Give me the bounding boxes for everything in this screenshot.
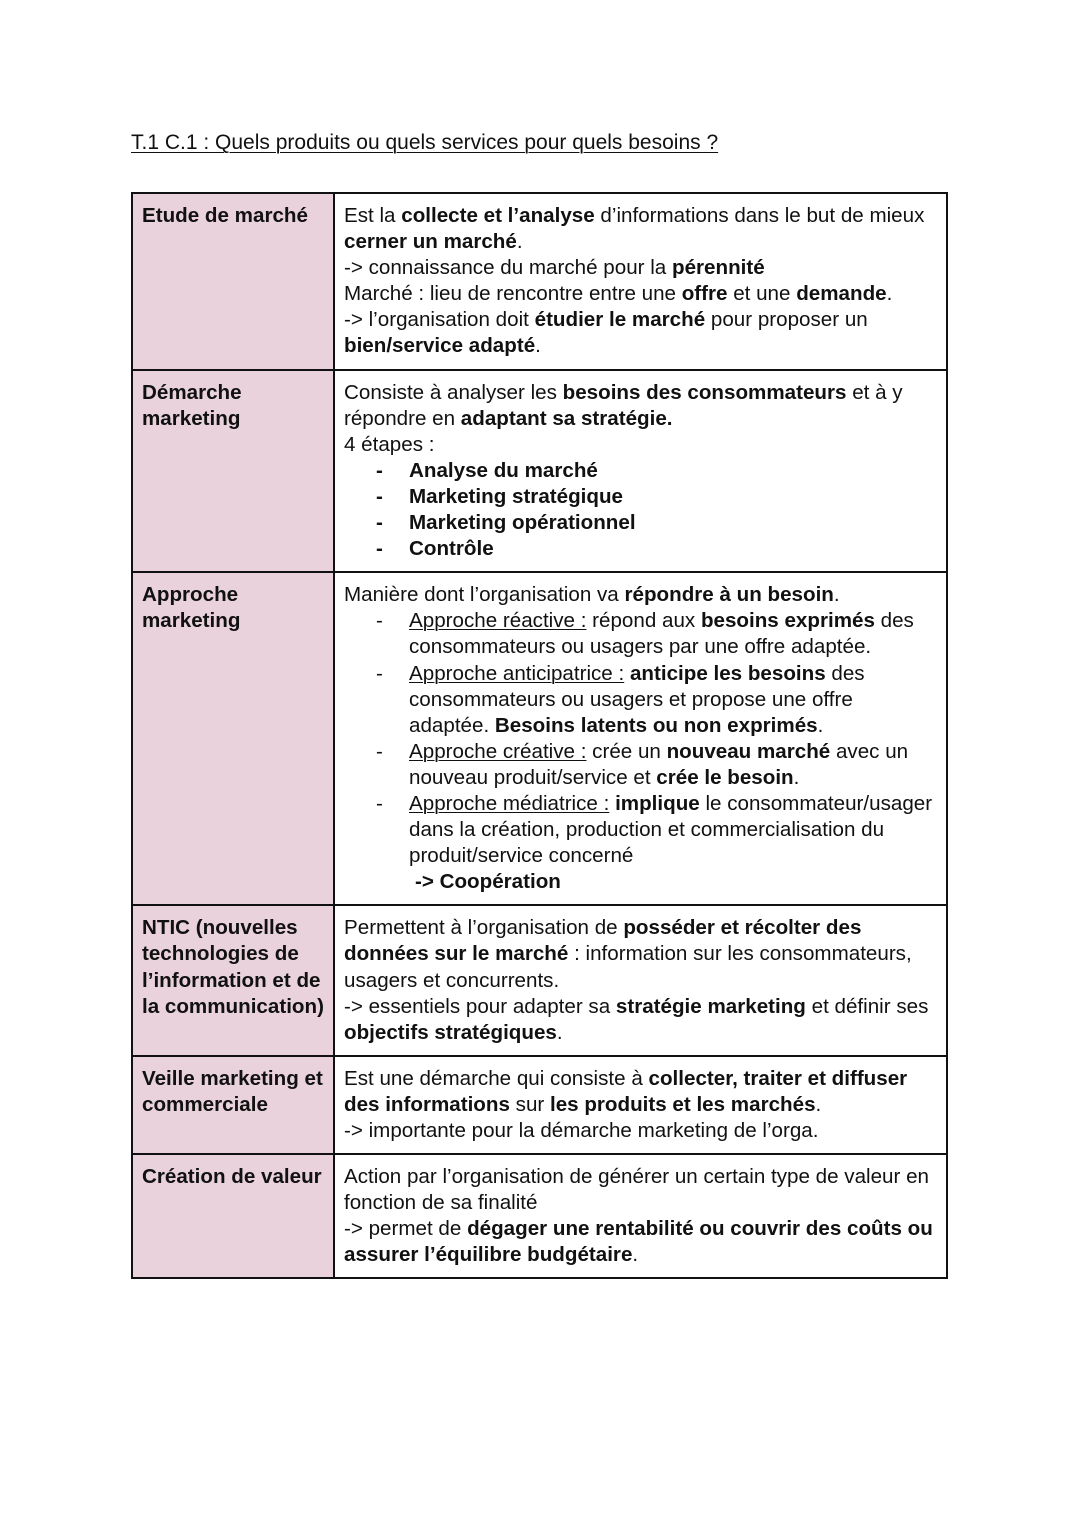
definition-line <box>344 307 938 359</box>
definition-cell <box>334 905 947 1055</box>
text-run: . <box>793 765 800 789</box>
bold-text: demande <box>796 282 887 306</box>
text-run: -> l’organisation doit <box>344 308 535 332</box>
text-run: sur <box>509 1092 550 1116</box>
text-run: et une <box>727 282 797 306</box>
definition-line <box>344 255 938 281</box>
text-run: 4 étapes : <box>344 432 435 456</box>
text-run: Permettent à l’organisation de <box>344 916 624 940</box>
approach-name: Approche anticipatrice : <box>409 661 625 685</box>
steps-list <box>344 458 938 562</box>
step-item: - Marketing opérationnel <box>376 510 938 536</box>
table-row <box>132 193 947 370</box>
definition-line <box>344 994 938 1046</box>
bold-text: les produits et les marchés <box>549 1092 816 1116</box>
definition-line <box>344 281 938 307</box>
approaches-list <box>344 608 938 869</box>
definition-line <box>344 582 938 608</box>
text-run: . <box>516 230 523 254</box>
table-row <box>132 572 947 905</box>
text-run: . <box>815 1092 822 1116</box>
bold-text: posséder et récolter des données sur le marché <box>344 916 862 966</box>
bold-text: crée le besoin <box>656 765 794 789</box>
text-run: . <box>535 334 541 358</box>
bold-text: répondre à un besoin <box>624 583 834 607</box>
text-run: d’informations dans le but de mieux <box>594 204 925 227</box>
bold-text: objectifs stratégiques <box>344 1020 557 1044</box>
text-run: et à y répondre en <box>344 380 903 430</box>
table-row <box>132 1056 947 1154</box>
approach-name: Approche créative : <box>409 739 587 763</box>
approach-item <box>376 739 938 791</box>
text-run: . <box>556 1020 563 1044</box>
definition-line <box>344 915 938 993</box>
definition-cell <box>334 370 947 573</box>
definition-line <box>344 1066 938 1118</box>
text-run: . <box>886 282 893 306</box>
text-run: des consommateurs ou usagers et propose une offre adaptée. <box>409 661 865 737</box>
bold-text: dégager une rentabilité ou couvrir des coûts ou assurer l’équilibre budgétaire <box>344 1217 933 1267</box>
text-run: -> essentiels pour adapter sa <box>344 994 616 1018</box>
bold-text: anticipe les besoins <box>629 661 826 685</box>
text-run: : information sur les consommateurs, usagers et concurrents. <box>344 942 912 992</box>
approach-name: Approche réactive : <box>409 609 587 633</box>
table-row <box>132 905 947 1055</box>
page-title: T.1 C.1 : Quels produits ou quels services pour quels besoins ? <box>131 131 719 154</box>
bold-text: collecte et l’analyse <box>401 204 595 227</box>
term-cell: Approche marketing <box>132 572 334 905</box>
text-run: -> importante pour la démarche marketing de l’orga. <box>344 1119 819 1142</box>
text-run: . <box>632 1243 639 1267</box>
definition-cell <box>334 1056 947 1154</box>
text-run: pour proposer un <box>705 308 868 332</box>
bold-text: adaptant sa stratégie. <box>460 406 673 430</box>
bold-text: besoins exprimés <box>700 609 875 633</box>
text-run: des consommateurs ou usagers par une offre adaptée. <box>409 609 914 659</box>
text-run: Action par l’organisation de générer un certain type de valeur en fonction de sa finalité <box>344 1165 930 1215</box>
bold-text: collecter, traiter et diffuser des informations <box>344 1066 908 1116</box>
bold-text: besoins des consommateurs <box>562 380 847 404</box>
term-cell: Création de valeur <box>132 1154 334 1278</box>
text-run: crée un <box>586 739 667 763</box>
definition-line <box>344 1216 938 1268</box>
definition-cell <box>334 1154 947 1278</box>
definition-cell <box>334 193 947 370</box>
text-run: le consommateur/usager dans la création, production et commercialisation du produit/service concerné <box>409 791 933 868</box>
term-cell: Veille marketing et commerciale <box>132 1056 334 1154</box>
table-row <box>132 1154 947 1278</box>
term-cell: Etude de marché <box>132 193 334 370</box>
bold-text: implique <box>615 791 700 815</box>
text-run: Marché : lieu de rencontre entre une <box>344 282 682 306</box>
text-run: -> permet de <box>344 1217 468 1241</box>
definition-line <box>344 1164 938 1216</box>
bold-text: cerner un marché <box>344 230 517 254</box>
text-run: Est la <box>344 204 402 227</box>
table-row <box>132 370 947 573</box>
text-run: répond aux <box>586 609 701 633</box>
bold-text: étudier le marché <box>534 308 706 332</box>
step-item: - Contrôle <box>376 536 938 562</box>
text-run: et définir ses <box>805 994 929 1018</box>
text-run: Est une démarche qui consiste à <box>344 1066 649 1090</box>
definition-line <box>344 1118 938 1144</box>
bold-text: pérennité <box>671 256 765 280</box>
step-item: - Analyse du marché <box>376 458 938 484</box>
text-run: avec un nouveau produit/service et <box>409 739 909 789</box>
text-run: . <box>833 583 840 607</box>
definitions-table <box>131 192 948 1279</box>
approach-item <box>376 661 938 739</box>
bold-text: Besoins latents ou non exprimés <box>494 713 818 737</box>
text-run: Manière dont l’organisation va <box>344 583 625 607</box>
definition-line <box>344 432 938 458</box>
definition-line <box>344 380 938 432</box>
definition-cell <box>334 572 947 905</box>
approach-name: Approche médiatrice : <box>409 791 610 815</box>
definition-line <box>344 203 938 255</box>
approach-item <box>376 608 938 660</box>
term-cell: Démarche marketing <box>132 370 334 573</box>
term-cell: NTIC (nouvelles technologies de l’information et de la communication) <box>132 905 334 1055</box>
bold-text: bien/service adapté <box>344 334 536 358</box>
bold-text: stratégie marketing <box>615 994 806 1018</box>
text-run: -> connaissance du marché pour la <box>344 256 672 280</box>
approach-item <box>376 791 938 869</box>
text-run: Consiste à analyser les <box>344 380 563 404</box>
bold-text: offre <box>681 282 728 306</box>
closing-line: -> Coopération <box>415 870 561 894</box>
bold-text: nouveau marché <box>666 739 831 763</box>
text-run: . <box>817 713 824 737</box>
step-item: - Marketing stratégique <box>376 484 938 510</box>
